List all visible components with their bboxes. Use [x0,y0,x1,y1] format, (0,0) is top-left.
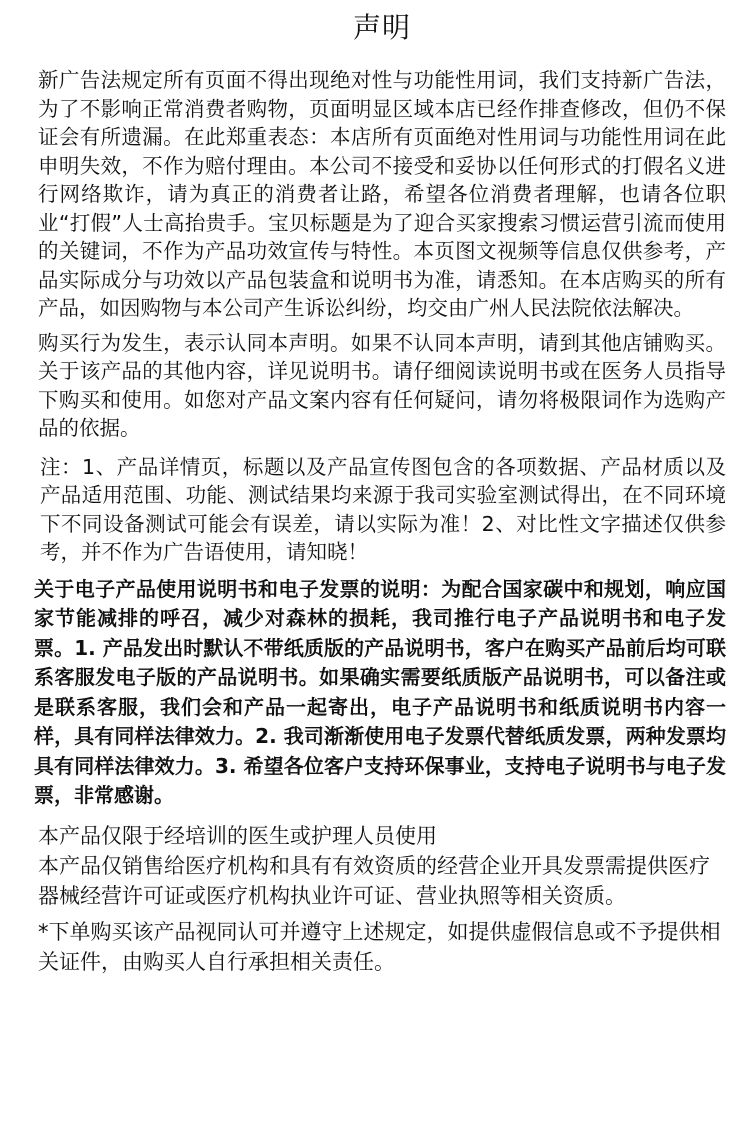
restriction-medical-staff-only: 本产品仅限于经培训的医生或护理人员使用 [38,823,437,848]
electronic-manual-invoice-notice: 关于电子产品使用说明书和电子发票的说明：为配合国家碳中和规划，响应国家节能减排的呼召，减少对森林的损耗，我司推行电子产品说明书和电子发票。1. 产品发出时默认不带纸质版的产品说明书，客户在购买产品前后均可联系客服发电子版的产品说明书。如果确实需要纸质版产品说明书，可以备注或是联系客服，我们会和产品一起寄出，电子产品说明书和纸质说明书内容一样，具有同样法律效力。2. 我司渐渐使用电子发票代替纸质发票，两种发票均具有同样法律效力。3. 希望各位客户支持环保事业，支持电子说明书与电子发票，非常感谢。 [34,576,726,807]
restriction-buyer-responsibility: *下单购买该产品视同认可并遵守上述规定，如提供虚假信息或不予提供相关证件，由购买人自行承担相关责任。 [38,919,721,974]
restriction-sales-qualification: 本产品仅销售给医疗机构和具有有效资质的经营企业开具发票需提供医疗器械经营许可证或医疗机构执业许可证、营业执照等相关资质。 [38,853,710,908]
page-title: 声明 [352,11,411,44]
disclaimer-paragraph-advertising-law: 新广告法规定所有页面不得出现绝对性与功能性用词，我们支持新广告法，为了不影响正常消费者购物，页面明显区域本店已经作排查修改，但仍不保证会有所遗漏。在此郑重表态：本店所有页面绝对性用词与功能性用词在此申明失效，不作为赔付理由。本公司不接受和妥协以任何形式的打假名义进行网络欺诈，请为真正的消费者让路，希望各位消费者理解，也请各位职业“打假”人士高抬贵手。宝贝标题是为了迎合买家搜索习惯运营引流而使用的关键词，不作为产品功效宣传与特性。本页图文视频等信息仅供参考，产品实际成分与功效以产品包装盒和说明书为准，请悉知。在本店购买的所有产品，如因购物与本公司产生诉讼纠纷，均交由广州人民法院依法解决。 [38,68,726,320]
disclaimer-paragraph-purchase-agreement: 购买行为发生，表示认同本声明。如果不认同本声明，请到其他店铺购买。关于该产品的其他内容，详见说明书。请仔细阅读说明书或在医务人员指导下购买和使用。如您对产品文案内容有任何疑问，请勿将极限词作为选购产品的依据。 [38,330,726,440]
disclaimer-paragraph-data-note: 注：1、产品详情页，标题以及产品宣传图包含的各项数据、产品材质以及产品适用范围、功能、测试结果均来源于我司实验室测试得出，在不同环境下不同设备测试可能会有误差，请以实际为准！2、对比性文字描述仅供参考，并不作为广告语使用，请知晓！ [40,454,726,564]
